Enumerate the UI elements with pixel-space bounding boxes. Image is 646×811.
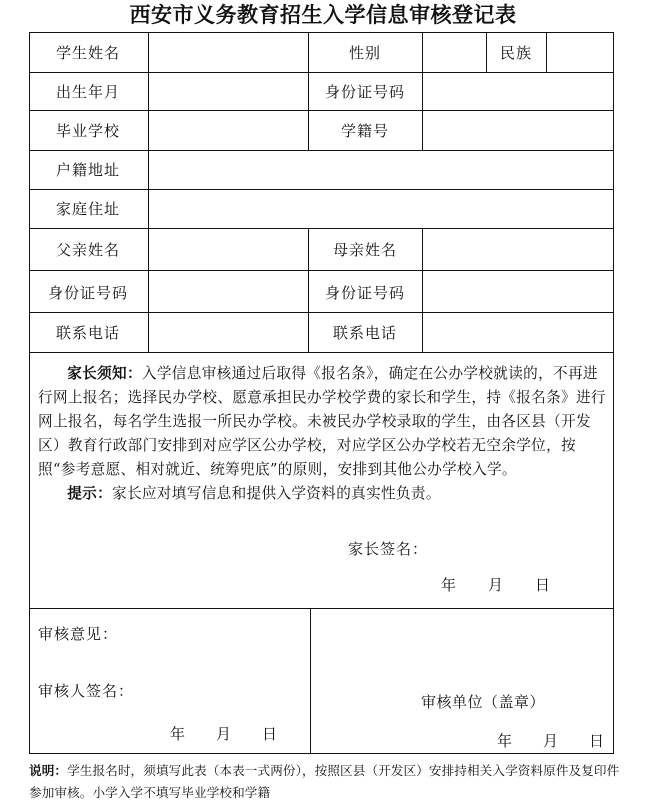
student-name-label: 学生姓名	[55, 44, 121, 62]
father-id-number-label: 身份证号码	[47, 284, 129, 302]
father-phone-label: 联系电话	[55, 324, 121, 342]
tip-heading: 提示：	[67, 485, 113, 502]
date-year: 年	[441, 576, 457, 594]
column-divider	[310, 608, 311, 754]
date-year: 年	[170, 725, 186, 743]
footnote	[29, 760, 629, 804]
column-divider	[486, 32, 487, 72]
birth-date-label: 出生年月	[55, 83, 121, 101]
row-divider	[29, 270, 614, 271]
column-divider	[546, 32, 547, 72]
graduated-school-label: 毕业学校	[55, 122, 121, 140]
review-opinion-label: 审核意见：	[38, 625, 119, 643]
date-month: 月	[216, 725, 232, 743]
column-divider	[148, 32, 149, 352]
column-divider	[308, 110, 309, 150]
footnote-label: 说明：	[29, 763, 68, 778]
parent-signature-label: 家长签名：	[348, 540, 429, 558]
date-day: 日	[589, 732, 605, 750]
review-unit-seal-label: 审核单位（盖章）	[421, 693, 546, 711]
row-divider	[29, 150, 614, 151]
form-title: 西安市义务教育招生入学信息审核登记表	[129, 3, 517, 27]
section-divider	[29, 228, 614, 229]
father-name-label: 父亲姓名	[55, 241, 121, 259]
footnote-text: 学生报名时，须填写此表（本表一式两份），按照区县（开发区）安排持相关入学资料原件及复印件参加审核。小学入学不填写毕业学校和学籍	[29, 763, 620, 800]
row-divider	[29, 312, 614, 313]
gender-label: 性别	[348, 44, 382, 62]
row-divider	[29, 189, 614, 190]
section-divider	[29, 608, 614, 609]
home-address-label: 家庭住址	[55, 200, 121, 218]
date-year: 年	[497, 732, 513, 750]
notice-body: 入学信息审核通过后取得《报名条》，确定在公办学校就读的，不再进行网上报名；选择民办学校、愿意承担民办学校学费的家长和学生，持《报名条》进行网上报名，每名学生选报一所民办学校。未被民办学校录取的学生，由各区县（开发区）教育行政部门安排到对应学区公办学校，对应学区公办学校若无空余学位，按照“参考意愿、相对就近、统筹兜底”的原则，安排到其他公办学校入学。	[38, 365, 606, 478]
student-number-label: 学籍号	[340, 122, 390, 140]
reviewer-signature-label: 审核人签名：	[38, 682, 135, 700]
mother-name-label: 母亲姓名	[332, 241, 398, 259]
date-day: 日	[262, 725, 278, 743]
column-divider	[422, 32, 423, 112]
mother-id-number-label: 身份证号码	[324, 284, 406, 302]
mother-phone-label: 联系电话	[332, 324, 398, 342]
student-id-number-label: 身份证号码	[324, 83, 406, 101]
column-divider	[308, 32, 309, 112]
column-divider	[422, 110, 423, 150]
section-divider	[29, 352, 614, 353]
column-divider	[422, 228, 423, 352]
date-month: 月	[488, 576, 504, 594]
ethnicity-label: 民族	[499, 44, 533, 62]
date-month: 月	[543, 732, 559, 750]
date-day: 日	[535, 576, 551, 594]
row-divider	[29, 110, 614, 111]
hukou-address-label: 户籍地址	[55, 161, 121, 179]
tip-body: 家长应对填写信息和提供入学资料的真实性负责。	[112, 485, 441, 502]
row-divider	[29, 72, 614, 73]
notice-heading: 家长须知：	[67, 365, 142, 382]
parent-notice	[38, 362, 610, 506]
column-divider	[308, 228, 309, 352]
